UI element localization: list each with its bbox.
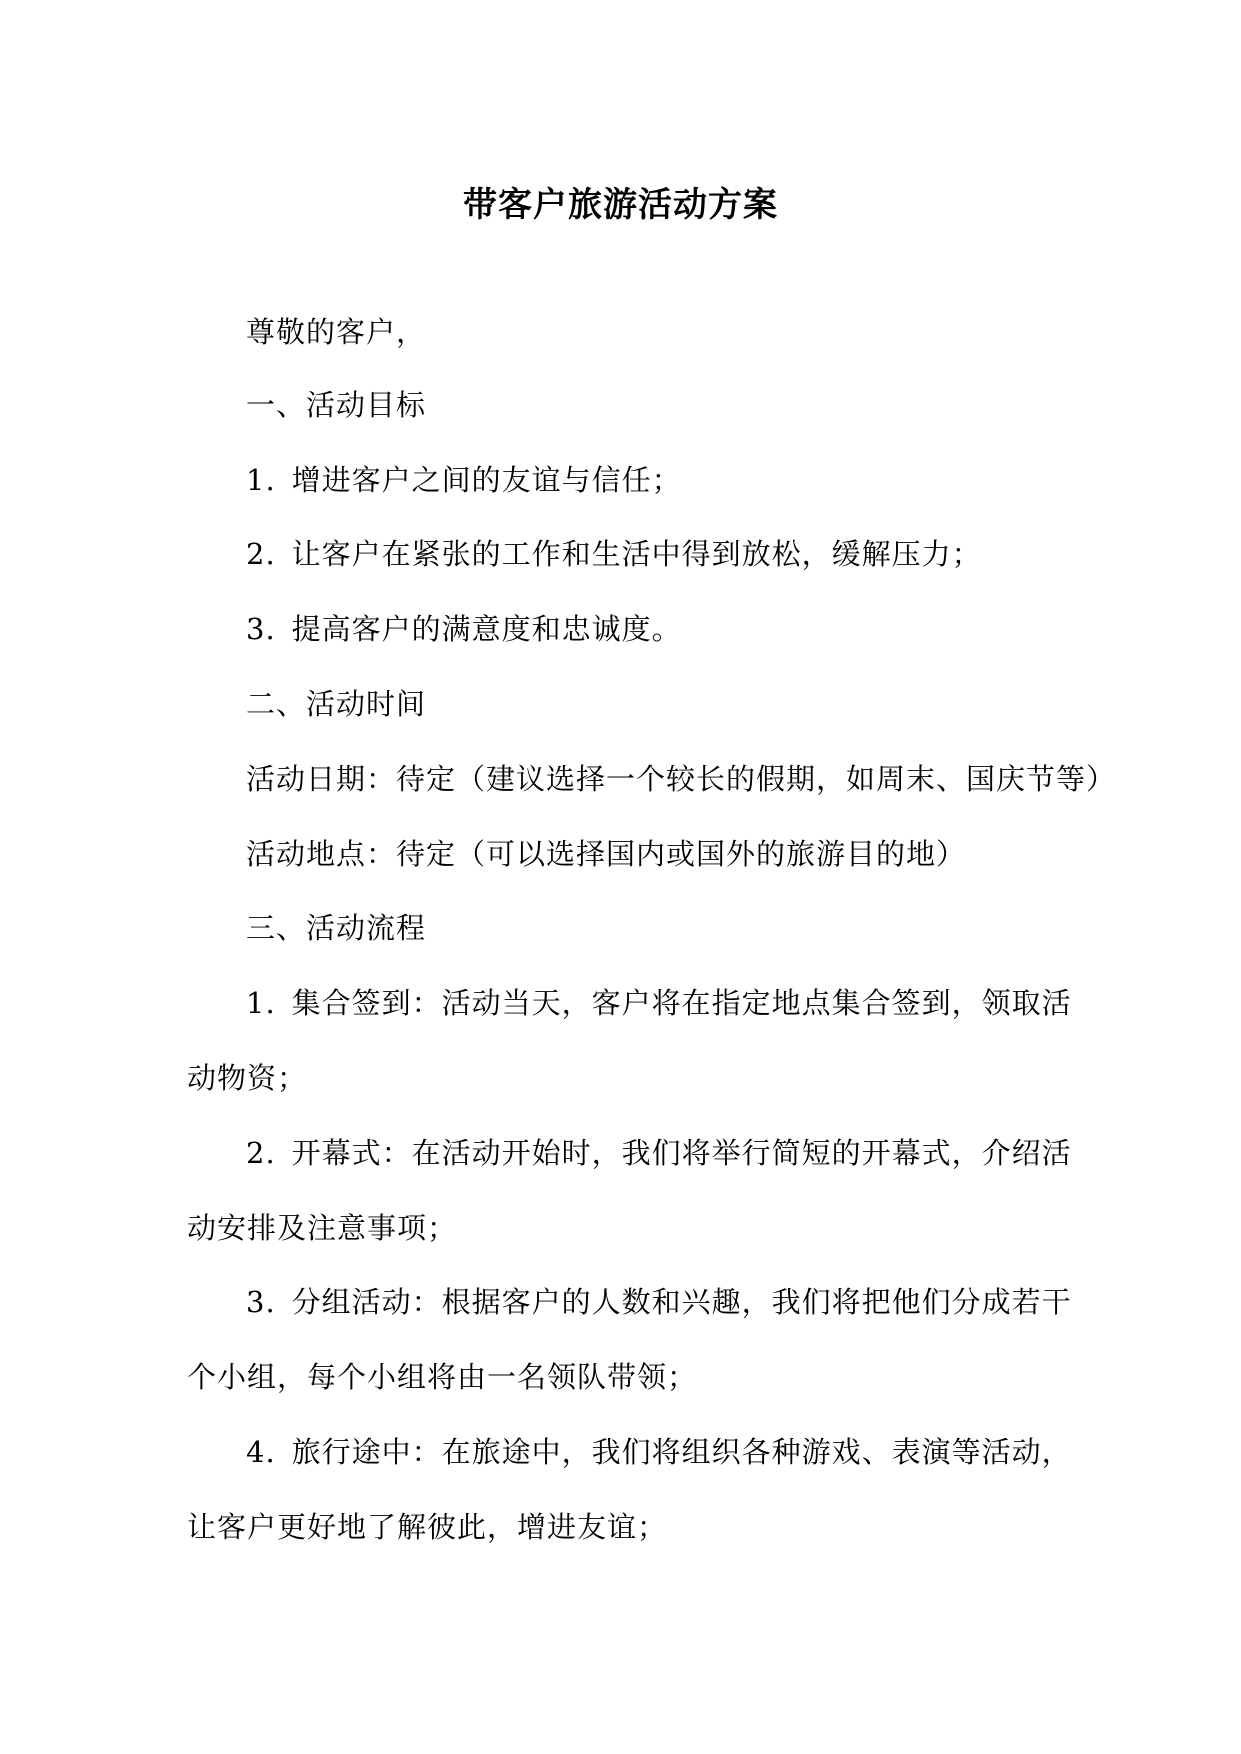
goal-item-1 (246, 460, 682, 500)
activity-location: 活动地点：待定（可以选择国内或国外的旅游目的地） (246, 837, 967, 871)
flow-item-3-continuation: 个小组，每个小组将由一名领队带领； (187, 1360, 698, 1394)
flow-item-2-continuation: 动安排及注意事项； (187, 1211, 458, 1245)
flow-item-1-continuation: 动物资； (187, 1061, 308, 1095)
flow-item-4-number: 4. (246, 1435, 276, 1469)
flow-item-2 (246, 1133, 1072, 1173)
flow-item-4-continuation: 让客户更好地了解彼此，增进友谊； (187, 1510, 668, 1544)
section2-heading: 二、活动时间 (246, 687, 427, 721)
greeting: 尊敬的客户， (246, 315, 427, 349)
flow-item-1-number: 1. (246, 986, 276, 1020)
section1-heading: 一、活动目标 (246, 388, 427, 422)
goal-item-3-text: 提高客户的满意度和忠诚度。 (291, 612, 682, 646)
activity-date: 活动日期：待定（建议选择一个较长的假期，如周末、国庆节等） (246, 762, 1117, 796)
flow-item-4 (246, 1432, 1072, 1472)
document-title: 带客户旅游活动方案 (463, 185, 778, 225)
goal-item-2-number: 2. (246, 537, 276, 571)
goal-item-3-number: 3. (246, 612, 276, 646)
goal-item-3 (246, 609, 682, 649)
goal-item-1-text: 增进客户之间的友谊与信任； (291, 463, 682, 497)
flow-item-1-text: 集合签到：活动当天，客户将在指定地点集合签到，领取活 (291, 986, 1072, 1020)
goal-item-2-text: 让客户在紧张的工作和生活中得到放松，缓解压力； (291, 537, 982, 571)
section3-heading: 三、活动流程 (246, 911, 427, 945)
goal-item-2 (246, 534, 982, 574)
goal-item-1-number: 1. (246, 463, 276, 497)
flow-item-2-text: 开幕式：在活动开始时，我们将举行简短的开幕式，介绍活 (291, 1136, 1072, 1170)
flow-item-4-text: 旅行途中：在旅途中，我们将组织各种游戏、表演等活动， (291, 1435, 1072, 1469)
flow-item-3-number: 3. (246, 1285, 276, 1319)
flow-item-1 (246, 983, 1072, 1023)
flow-item-3 (246, 1282, 1072, 1322)
flow-item-3-text: 分组活动：根据客户的人数和兴趣，我们将把他们分成若干 (291, 1285, 1072, 1319)
flow-item-2-number: 2. (246, 1136, 276, 1170)
